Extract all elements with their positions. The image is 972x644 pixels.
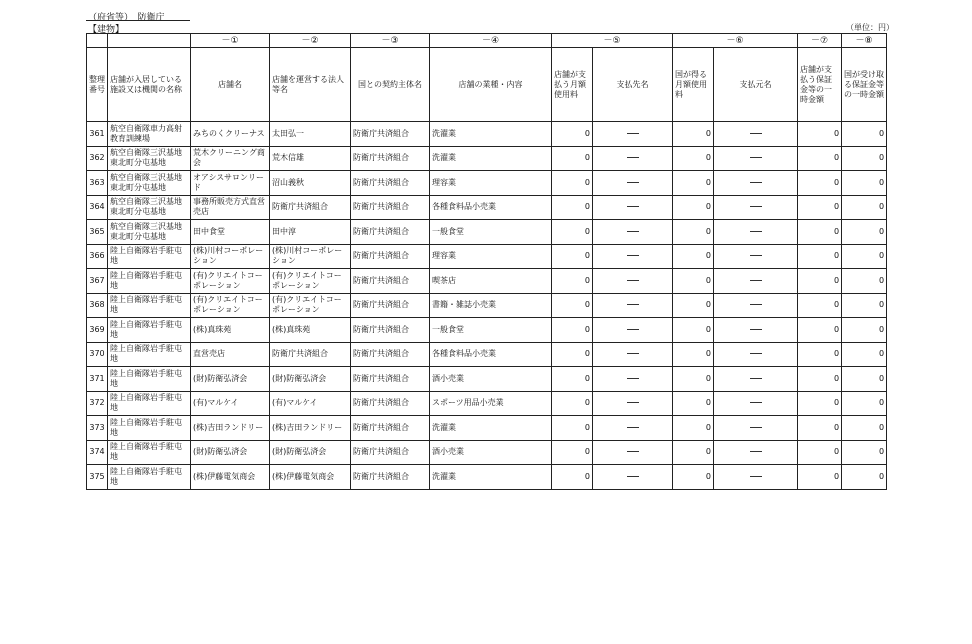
table-row <box>87 440 887 465</box>
column-number: －⑤ <box>552 34 673 48</box>
contract-cell: 防衛庁共済組合 <box>351 146 430 171</box>
store-name-cell: (有)クリエイトコーポレーション <box>191 269 270 294</box>
monthly-fee-cell: 0 <box>552 318 593 343</box>
deposit-paid-cell: 0 <box>798 440 842 465</box>
payer-cell <box>714 391 798 416</box>
deposit-received-cell: 0 <box>842 342 887 367</box>
business-cell: 一般食堂 <box>430 318 552 343</box>
business-cell: 各種食料品小売業 <box>430 342 552 367</box>
contract-cell: 防衛庁共済組合 <box>351 220 430 245</box>
dash-mark <box>750 255 762 256</box>
deposit-paid-cell: 0 <box>798 122 842 147</box>
payer-cell <box>714 220 798 245</box>
row-number: 372 <box>87 391 108 416</box>
table-row <box>87 318 887 343</box>
business-cell: 洗濯業 <box>430 122 552 147</box>
header-contract: 国との契約主体名 <box>351 48 430 122</box>
deposit-paid-cell: 0 <box>798 195 842 220</box>
operator-cell: 田中淳 <box>270 220 351 245</box>
header-deposit-paid: 店舗が支払う保証金等の一時金額 <box>798 48 842 122</box>
payee-cell <box>593 318 673 343</box>
payer-cell <box>714 440 798 465</box>
store-name-cell: (有)マルケイ <box>191 391 270 416</box>
header-facility: 店舗が入居している施設又は機関の名称 <box>108 48 191 122</box>
store-name-cell: (財)防衛弘済会 <box>191 440 270 465</box>
row-number: 374 <box>87 440 108 465</box>
monthly-income-cell: 0 <box>673 440 714 465</box>
deposit-received-cell: 0 <box>842 416 887 441</box>
facility-cell: 陸上自衛隊岩手駐屯地 <box>108 269 191 294</box>
dash-mark <box>627 402 639 403</box>
table-row <box>87 220 887 245</box>
payer-cell <box>714 318 798 343</box>
contract-cell: 防衛庁共済組合 <box>351 293 430 318</box>
row-number: 366 <box>87 244 108 269</box>
table-row <box>87 146 887 171</box>
monthly-fee-cell: 0 <box>552 367 593 392</box>
payer-cell <box>714 367 798 392</box>
dash-mark <box>750 476 762 477</box>
deposit-received-cell: 0 <box>842 269 887 294</box>
payee-cell <box>593 293 673 318</box>
table-row <box>87 171 887 196</box>
contract-cell: 防衛庁共済組合 <box>351 367 430 392</box>
payee-cell <box>593 146 673 171</box>
table-row <box>87 269 887 294</box>
business-cell: 書籍・雑誌小売業 <box>430 293 552 318</box>
dash-mark <box>627 182 639 183</box>
monthly-income-cell: 0 <box>673 220 714 245</box>
dash-mark <box>627 255 639 256</box>
contract-cell: 防衛庁共済組合 <box>351 318 430 343</box>
operator-cell: (株)伊藤電気商会 <box>270 465 351 490</box>
dash-mark <box>627 378 639 379</box>
deposit-received-cell: 0 <box>842 465 887 490</box>
contract-cell: 防衛庁共済組合 <box>351 269 430 294</box>
payee-cell <box>593 122 673 147</box>
header-payer: 支払元名 <box>714 48 798 122</box>
payer-cell <box>714 171 798 196</box>
payer-cell <box>714 465 798 490</box>
business-cell: 一般食堂 <box>430 220 552 245</box>
store-name-cell: (株)吉田ランドリー <box>191 416 270 441</box>
deposit-paid-cell: 0 <box>798 391 842 416</box>
store-name-cell: 直営売店 <box>191 342 270 367</box>
monthly-fee-cell: 0 <box>552 146 593 171</box>
ministry-label: （府省等） 防衛庁 <box>88 13 165 23</box>
contract-cell: 防衛庁共済組合 <box>351 391 430 416</box>
payee-cell <box>593 195 673 220</box>
table-row <box>87 367 887 392</box>
contract-cell: 防衛庁共済組合 <box>351 171 430 196</box>
deposit-received-cell: 0 <box>842 220 887 245</box>
monthly-income-cell: 0 <box>673 171 714 196</box>
business-cell: 洗濯業 <box>430 146 552 171</box>
operator-cell: (財)防衛弘済会 <box>270 440 351 465</box>
column-number: －① <box>191 34 270 48</box>
table-row <box>87 342 887 367</box>
table-row <box>87 416 887 441</box>
column-number: －④ <box>430 34 552 48</box>
store-name-cell: オアシスサロンリード <box>191 171 270 196</box>
deposit-paid-cell: 0 <box>798 146 842 171</box>
table-row <box>87 122 887 147</box>
dash-mark <box>627 427 639 428</box>
facility-cell: 航空自衛隊三沢基地東北町分屯基地 <box>108 195 191 220</box>
header-business: 店舗の業種・内容 <box>430 48 552 122</box>
monthly-income-cell: 0 <box>673 391 714 416</box>
payee-cell <box>593 440 673 465</box>
payer-cell <box>714 122 798 147</box>
monthly-fee-cell: 0 <box>552 465 593 490</box>
dash-mark <box>750 133 762 134</box>
column-number: －⑥ <box>673 34 798 48</box>
contract-cell: 防衛庁共済組合 <box>351 244 430 269</box>
category-label: 【建物】 <box>88 25 125 35</box>
dash-mark <box>627 231 639 232</box>
operator-cell: (有)クリエイトコーポレーション <box>270 269 351 294</box>
business-cell: 各種食料品小売業 <box>430 195 552 220</box>
deposit-paid-cell: 0 <box>798 269 842 294</box>
row-number: 363 <box>87 171 108 196</box>
operator-cell: (株)川村コーポレーション <box>270 244 351 269</box>
deposit-paid-cell: 0 <box>798 318 842 343</box>
contract-cell: 防衛庁共済組合 <box>351 195 430 220</box>
column-number <box>87 34 108 48</box>
payee-cell <box>593 244 673 269</box>
facility-cell: 航空自衛隊三沢基地東北町分屯基地 <box>108 171 191 196</box>
store-name-cell: 荒木クリーニング商会 <box>191 146 270 171</box>
deposit-paid-cell: 0 <box>798 342 842 367</box>
row-number: 375 <box>87 465 108 490</box>
facility-cell: 陸上自衛隊岩手駐屯地 <box>108 416 191 441</box>
row-number: 361 <box>87 122 108 147</box>
dash-mark <box>750 182 762 183</box>
payer-cell <box>714 269 798 294</box>
facility-cell: 陸上自衛隊岩手駐屯地 <box>108 318 191 343</box>
deposit-paid-cell: 0 <box>798 465 842 490</box>
payee-cell <box>593 220 673 245</box>
deposit-paid-cell: 0 <box>798 220 842 245</box>
monthly-income-cell: 0 <box>673 146 714 171</box>
dash-mark <box>750 451 762 452</box>
monthly-fee-cell: 0 <box>552 269 593 294</box>
deposit-received-cell: 0 <box>842 122 887 147</box>
table-row <box>87 465 887 490</box>
header-row <box>87 48 887 122</box>
monthly-fee-cell: 0 <box>552 220 593 245</box>
monthly-income-cell: 0 <box>673 244 714 269</box>
payer-cell <box>714 293 798 318</box>
facility-cell: 陸上自衛隊岩手駐屯地 <box>108 391 191 416</box>
monthly-income-cell: 0 <box>673 318 714 343</box>
store-name-cell: 田中食堂 <box>191 220 270 245</box>
business-cell: 酒小売業 <box>430 440 552 465</box>
operator-cell: (株)真珠苑 <box>270 318 351 343</box>
monthly-fee-cell: 0 <box>552 440 593 465</box>
monthly-fee-cell: 0 <box>552 293 593 318</box>
monthly-income-cell: 0 <box>673 293 714 318</box>
header-deposit-received: 国が受け取る保証金等の一時金額 <box>842 48 887 122</box>
facility-cell: 航空自衛隊三沢基地東北町分屯基地 <box>108 146 191 171</box>
column-number: －③ <box>351 34 430 48</box>
row-number: 365 <box>87 220 108 245</box>
dash-mark <box>750 231 762 232</box>
payee-cell <box>593 342 673 367</box>
payee-cell <box>593 171 673 196</box>
deposit-paid-cell: 0 <box>798 367 842 392</box>
unit-label: （単位：円） <box>846 23 894 32</box>
dash-mark <box>627 353 639 354</box>
monthly-income-cell: 0 <box>673 269 714 294</box>
monthly-fee-cell: 0 <box>552 122 593 147</box>
deposit-paid-cell: 0 <box>798 244 842 269</box>
operator-cell: 太田弘一 <box>270 122 351 147</box>
monthly-fee-cell: 0 <box>552 342 593 367</box>
payer-cell <box>714 416 798 441</box>
business-cell: 喫茶店 <box>430 269 552 294</box>
monthly-income-cell: 0 <box>673 122 714 147</box>
dash-mark <box>627 157 639 158</box>
monthly-income-cell: 0 <box>673 342 714 367</box>
deposit-received-cell: 0 <box>842 244 887 269</box>
operator-cell: (有)クリエイトコーポレーション <box>270 293 351 318</box>
facility-cell: 陸上自衛隊岩手駐屯地 <box>108 367 191 392</box>
operator-cell: (財)防衛弘済会 <box>270 367 351 392</box>
deposit-received-cell: 0 <box>842 440 887 465</box>
dash-mark <box>750 206 762 207</box>
operator-cell: 防衛庁共済組合 <box>270 342 351 367</box>
column-number: －② <box>270 34 351 48</box>
store-table <box>86 33 887 490</box>
row-number: 371 <box>87 367 108 392</box>
monthly-fee-cell: 0 <box>552 416 593 441</box>
row-number: 364 <box>87 195 108 220</box>
business-cell: 理容業 <box>430 244 552 269</box>
deposit-paid-cell: 0 <box>798 171 842 196</box>
facility-cell: 陸上自衛隊岩手駐屯地 <box>108 342 191 367</box>
row-number: 370 <box>87 342 108 367</box>
table-row <box>87 293 887 318</box>
payer-cell <box>714 146 798 171</box>
business-cell: 洗濯業 <box>430 416 552 441</box>
payee-cell <box>593 367 673 392</box>
dash-mark <box>750 427 762 428</box>
store-name-cell: (株)伊藤電気商会 <box>191 465 270 490</box>
payee-cell <box>593 269 673 294</box>
contract-cell: 防衛庁共済組合 <box>351 342 430 367</box>
dash-mark <box>627 329 639 330</box>
deposit-received-cell: 0 <box>842 367 887 392</box>
header-no: 整理番号 <box>87 48 108 122</box>
deposit-paid-cell: 0 <box>798 293 842 318</box>
monthly-fee-cell: 0 <box>552 171 593 196</box>
payee-cell <box>593 465 673 490</box>
monthly-income-cell: 0 <box>673 367 714 392</box>
store-name-cell: 事務所販売方式直営売店 <box>191 195 270 220</box>
dash-mark <box>750 280 762 281</box>
header-operator: 店舗を運営する法人等名 <box>270 48 351 122</box>
dash-mark <box>627 451 639 452</box>
facility-cell: 陸上自衛隊岩手駐屯地 <box>108 293 191 318</box>
store-name-cell: (財)防衛弘済会 <box>191 367 270 392</box>
row-number: 368 <box>87 293 108 318</box>
payer-cell <box>714 342 798 367</box>
deposit-received-cell: 0 <box>842 146 887 171</box>
facility-cell: 航空自衛隊車力高射教育訓練場 <box>108 122 191 147</box>
operator-cell: 防衛庁共済組合 <box>270 195 351 220</box>
facility-cell: 陸上自衛隊岩手駐屯地 <box>108 465 191 490</box>
contract-cell: 防衛庁共済組合 <box>351 122 430 147</box>
facility-cell: 航空自衛隊三沢基地東北町分屯基地 <box>108 220 191 245</box>
dash-mark <box>627 206 639 207</box>
header-monthly-income: 国が得る月額使用料 <box>673 48 714 122</box>
dash-mark <box>627 133 639 134</box>
ministry-underline <box>86 20 190 21</box>
store-name-cell: みちのくクリーナス <box>191 122 270 147</box>
facility-cell: 陸上自衛隊岩手駐屯地 <box>108 244 191 269</box>
payee-cell <box>593 416 673 441</box>
column-number <box>108 34 191 48</box>
deposit-received-cell: 0 <box>842 391 887 416</box>
deposit-received-cell: 0 <box>842 195 887 220</box>
dash-mark <box>627 280 639 281</box>
dash-mark <box>750 378 762 379</box>
facility-cell: 陸上自衛隊岩手駐屯地 <box>108 440 191 465</box>
deposit-paid-cell: 0 <box>798 416 842 441</box>
operator-cell: 沼山義秋 <box>270 171 351 196</box>
column-number: －⑦ <box>798 34 842 48</box>
business-cell: 酒小売業 <box>430 367 552 392</box>
row-number: 369 <box>87 318 108 343</box>
table-row <box>87 244 887 269</box>
dash-mark <box>750 157 762 158</box>
store-name-cell: (有)クリエイトコーポレーション <box>191 293 270 318</box>
monthly-fee-cell: 0 <box>552 391 593 416</box>
contract-cell: 防衛庁共済組合 <box>351 416 430 441</box>
operator-cell: (有)マルケイ <box>270 391 351 416</box>
payer-cell <box>714 195 798 220</box>
payee-cell <box>593 391 673 416</box>
store-name-cell: (株)真珠苑 <box>191 318 270 343</box>
header-monthly-fee: 店舗が支払う月額使用料 <box>552 48 593 122</box>
monthly-income-cell: 0 <box>673 195 714 220</box>
header-payee: 支払先名 <box>593 48 673 122</box>
table-row <box>87 195 887 220</box>
payer-cell <box>714 244 798 269</box>
business-cell: 理容業 <box>430 171 552 196</box>
deposit-received-cell: 0 <box>842 293 887 318</box>
deposit-received-cell: 0 <box>842 318 887 343</box>
monthly-fee-cell: 0 <box>552 195 593 220</box>
dash-mark <box>627 476 639 477</box>
dash-mark <box>627 304 639 305</box>
dash-mark <box>750 353 762 354</box>
row-number: 373 <box>87 416 108 441</box>
contract-cell: 防衛庁共済組合 <box>351 440 430 465</box>
row-number: 367 <box>87 269 108 294</box>
operator-cell: (株)吉田ランドリー <box>270 416 351 441</box>
contract-cell: 防衛庁共済組合 <box>351 465 430 490</box>
dash-mark <box>750 402 762 403</box>
business-cell: 洗濯業 <box>430 465 552 490</box>
row-number: 362 <box>87 146 108 171</box>
monthly-fee-cell: 0 <box>552 244 593 269</box>
business-cell: スポーツ用品小売業 <box>430 391 552 416</box>
operator-cell: 荒木信雄 <box>270 146 351 171</box>
store-name-cell: (株)川村コーポレーション <box>191 244 270 269</box>
dash-mark <box>750 329 762 330</box>
column-number: －⑧ <box>842 34 887 48</box>
dash-mark <box>750 304 762 305</box>
monthly-income-cell: 0 <box>673 416 714 441</box>
table-row <box>87 391 887 416</box>
header-store: 店舗名 <box>191 48 270 122</box>
column-number-row <box>87 34 887 48</box>
monthly-income-cell: 0 <box>673 465 714 490</box>
deposit-received-cell: 0 <box>842 171 887 196</box>
